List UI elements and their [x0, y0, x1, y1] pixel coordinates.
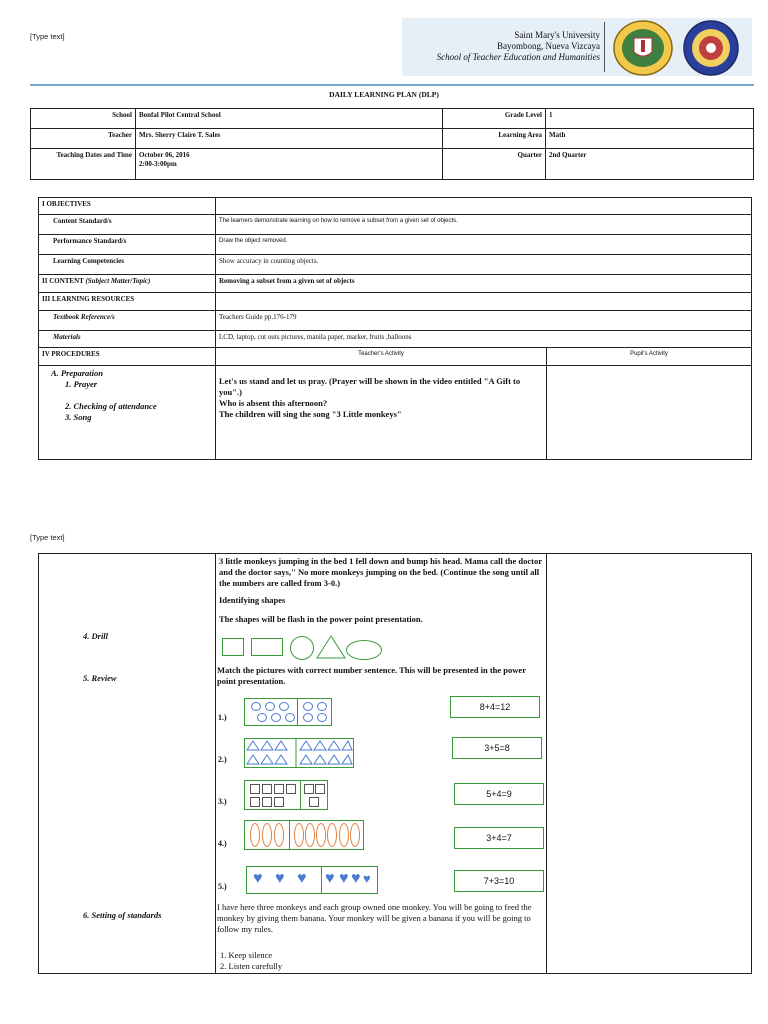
item-4-number: 4.): [218, 839, 227, 848]
heart-icon: ♥: [275, 870, 285, 887]
heart-icon: ♥: [351, 870, 361, 887]
prep-text-song: The children will sing the song "3 Little monkeys": [219, 409, 402, 419]
song-text: 3 little monkeys jumping in the bed 1 fell down and bump his head. Mama call the doctor and the doctor says," No more monkeys jumping on the bed. (Continue the song until all the numbers are called from 3-0.): [219, 556, 542, 588]
materials-value: LCD, laptop, cut outs pictures, manila paper, marker, fruits ,balloons: [216, 331, 752, 348]
grade-value: 1: [546, 109, 754, 129]
info-table: [30, 108, 754, 180]
performance-value: Draw the object removed.: [216, 235, 752, 255]
document-title: DAILY LEARNING PLAN (DLP): [329, 90, 439, 99]
pupil-activity-header: Pupil's Activity: [547, 348, 752, 366]
shapes-text: The shapes will be flash in the power point presentation.: [219, 614, 423, 624]
item-4-picture: [244, 820, 364, 850]
school-name: School of Teacher Education and Humanities: [436, 52, 600, 62]
procedures-label: IV PROCEDURES: [39, 348, 216, 366]
procedures-pupil-cell: [547, 554, 752, 974]
prep-prayer: 1. Prayer: [65, 379, 98, 389]
quarter-label: Quarter: [443, 149, 546, 180]
dates-label: Teaching Dates and Time: [31, 149, 136, 180]
area-value: Math: [546, 129, 754, 149]
content-label: II CONTENT: [42, 277, 84, 285]
content-standard-value: The learners demonstrate learning on how to remove a subset from a given set of objects.: [216, 215, 752, 235]
university-name: Saint Mary's University: [514, 30, 600, 40]
item-5-number: 5.): [218, 882, 227, 891]
procedures-left-cell: [39, 554, 216, 974]
header-placeholder-text: [Type text]: [30, 32, 65, 41]
smu-seal-icon: [612, 20, 674, 76]
rule-2: 2. Listen carefully: [220, 961, 283, 971]
textbook-value: Teachers Guide pp.176-179: [216, 311, 752, 331]
materials-label: Materials: [39, 331, 216, 348]
oval-shape: [346, 640, 382, 660]
item-2-number: 2.): [218, 755, 227, 764]
performance-label: Performance Standard/s: [39, 235, 216, 255]
rectangle-shape: [251, 638, 283, 656]
prep-text-attendance: Who is absent this afternoon?: [219, 398, 328, 408]
prep-song: 3. Song: [65, 412, 92, 422]
area-label: Learning Area: [443, 129, 546, 149]
item-5-answer: 7+3=10: [454, 870, 544, 892]
header-rule: [30, 84, 754, 86]
teacher-activity-header: Teacher's Activity: [216, 348, 547, 366]
resources-label: III LEARNING RESOURCES: [39, 293, 216, 311]
prep-text-prayer: Let's us stand and let us pray. (Prayer will be shown in the video entitled "A Gift to you".): [219, 376, 521, 397]
heart-icon: ♥: [325, 870, 335, 887]
item-1-picture: [244, 698, 332, 726]
standards-label: 6. Setting of standards: [83, 910, 162, 920]
item-1-answer: 8+4=12: [450, 696, 540, 718]
heart-icon: ♥: [363, 871, 371, 886]
drill-label: 4. Drill: [83, 631, 109, 641]
competencies-label: Learning Competencies: [39, 255, 216, 275]
item-2-picture: [244, 738, 354, 768]
item-4-answer: 3+4=7: [454, 827, 544, 849]
teacher-label: Teacher: [31, 129, 136, 149]
item-3-answer: 5+4=9: [454, 783, 544, 805]
content-label-cell: [39, 275, 216, 293]
identifying-shapes: Identifying shapes: [219, 595, 286, 605]
university-header: [437, 30, 600, 63]
quarter-value: 2nd Quarter: [546, 149, 754, 180]
circle-shape: [290, 636, 314, 660]
content-standard-label: Content Standard/s: [39, 215, 216, 235]
teacher-value: Mrs. Sherry Claire T. Sales: [136, 129, 443, 149]
heart-icon: ♥: [297, 870, 307, 887]
header-divider: [604, 22, 605, 72]
item-3-picture: [244, 780, 328, 810]
objectives-heading: I OBJECTIVES: [39, 198, 216, 215]
match-text: Match the pictures with correct number sentence. This will be presented in the power point presentation.: [217, 665, 526, 686]
time-value: 2:00-3:00pm: [139, 160, 177, 168]
item-5-picture: [246, 866, 378, 894]
objectives-blank: [216, 198, 752, 215]
prep-a: A. Preparation: [51, 368, 103, 378]
prep-attendance: 2. Checking of attendance: [65, 401, 157, 411]
resources-blank: [216, 293, 752, 311]
school-label: School: [31, 109, 136, 129]
item-1-number: 1.): [218, 713, 227, 722]
review-label: 5. Review: [83, 673, 117, 683]
rule-1: 1. Keep silence: [220, 950, 273, 960]
preparation-cell: [39, 366, 216, 460]
grade-label: Grade Level: [443, 109, 546, 129]
heart-icon: ♥: [339, 870, 349, 887]
heart-icon: ♥: [253, 870, 263, 887]
preparation-pupil: [547, 366, 752, 460]
steh-seal-icon: [682, 20, 740, 76]
standards-text: I have here three monkeys and each group owned one monkey. You will be going to feed the monkey by giving them banana. Your monkey will be given a banana if you will be going to follow my rules.: [217, 902, 532, 934]
competencies-value: Show accuracy in counting objects.: [216, 255, 752, 275]
university-location: Bayombong, Nueva Vizcaya: [496, 41, 600, 51]
preparation-activity: [216, 366, 547, 460]
school-value: Bonfal Pilot Central School: [136, 109, 443, 129]
item-3-number: 3.): [218, 797, 227, 806]
dates-value: October 06, 2016: [139, 151, 190, 159]
content-value: Removing a subset from a given set of objects: [216, 275, 752, 293]
item-2-answer: 3+5=8: [452, 737, 542, 759]
textbook-label: Textbook Reference/s: [39, 311, 216, 331]
triangle-shape: [316, 635, 346, 659]
page2-placeholder-text: [Type text]: [30, 533, 65, 542]
plan-table: [38, 197, 752, 460]
square-shape: [222, 638, 244, 656]
content-sublabel: (Subject Matter/Topic): [85, 277, 151, 285]
dates-cell: [136, 149, 443, 180]
